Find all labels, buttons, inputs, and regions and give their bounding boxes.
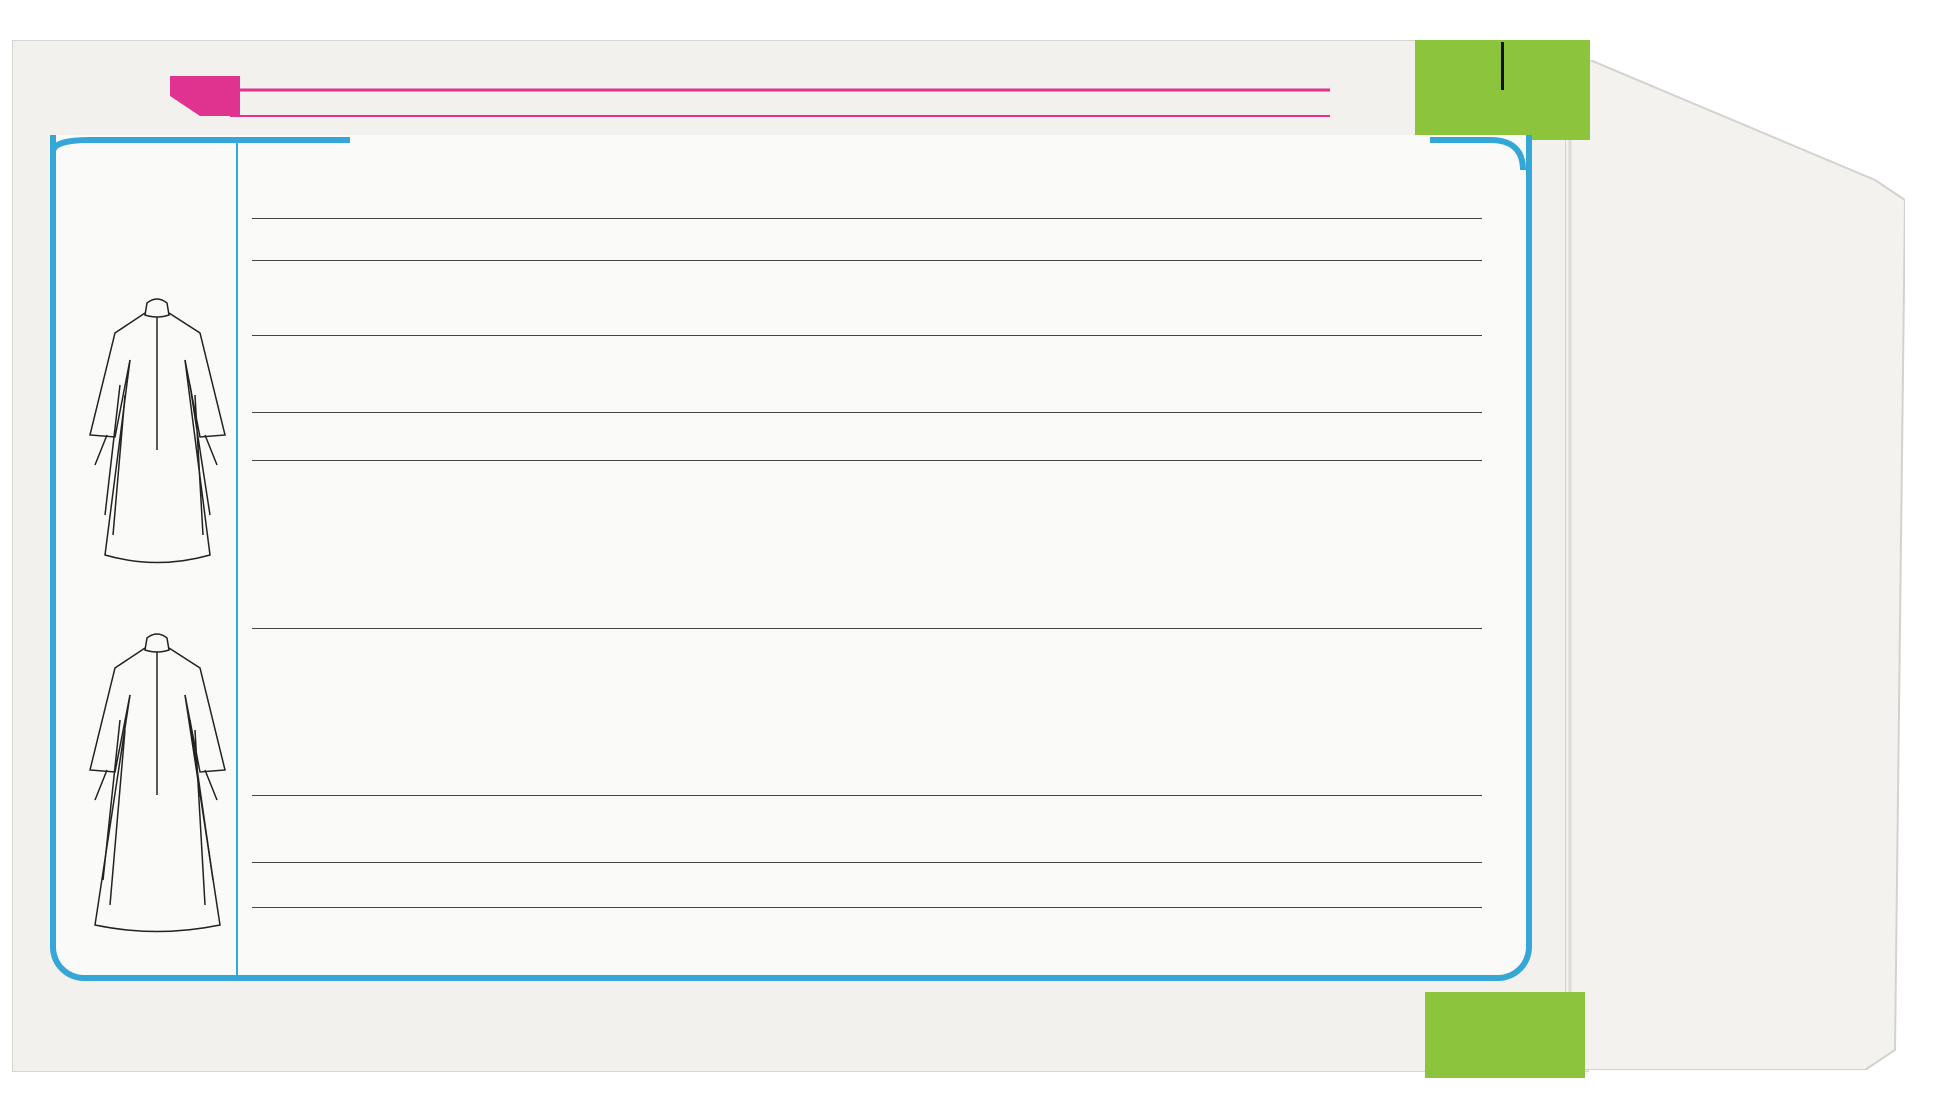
tape-mark: [1501, 42, 1504, 90]
rule-4: [252, 412, 1482, 413]
rule-1: [252, 218, 1482, 219]
rule-3: [252, 335, 1482, 336]
rule-2: [252, 260, 1482, 261]
sidebar-divider: [236, 142, 238, 977]
frame-top-edge: [50, 130, 1526, 170]
long-dress-sketch: [85, 620, 230, 940]
green-tape-bottom: [1425, 992, 1585, 1078]
flap-printed-text: [1620, 200, 1880, 720]
rule-7: [252, 795, 1482, 796]
rule-6: [252, 628, 1482, 629]
rule-9: [252, 907, 1482, 908]
content-frame: [50, 135, 1532, 981]
measuring-ruler: [170, 76, 1340, 128]
rule-8: [252, 862, 1482, 863]
short-dress-sketch: [85, 285, 230, 575]
rule-5: [252, 460, 1482, 461]
